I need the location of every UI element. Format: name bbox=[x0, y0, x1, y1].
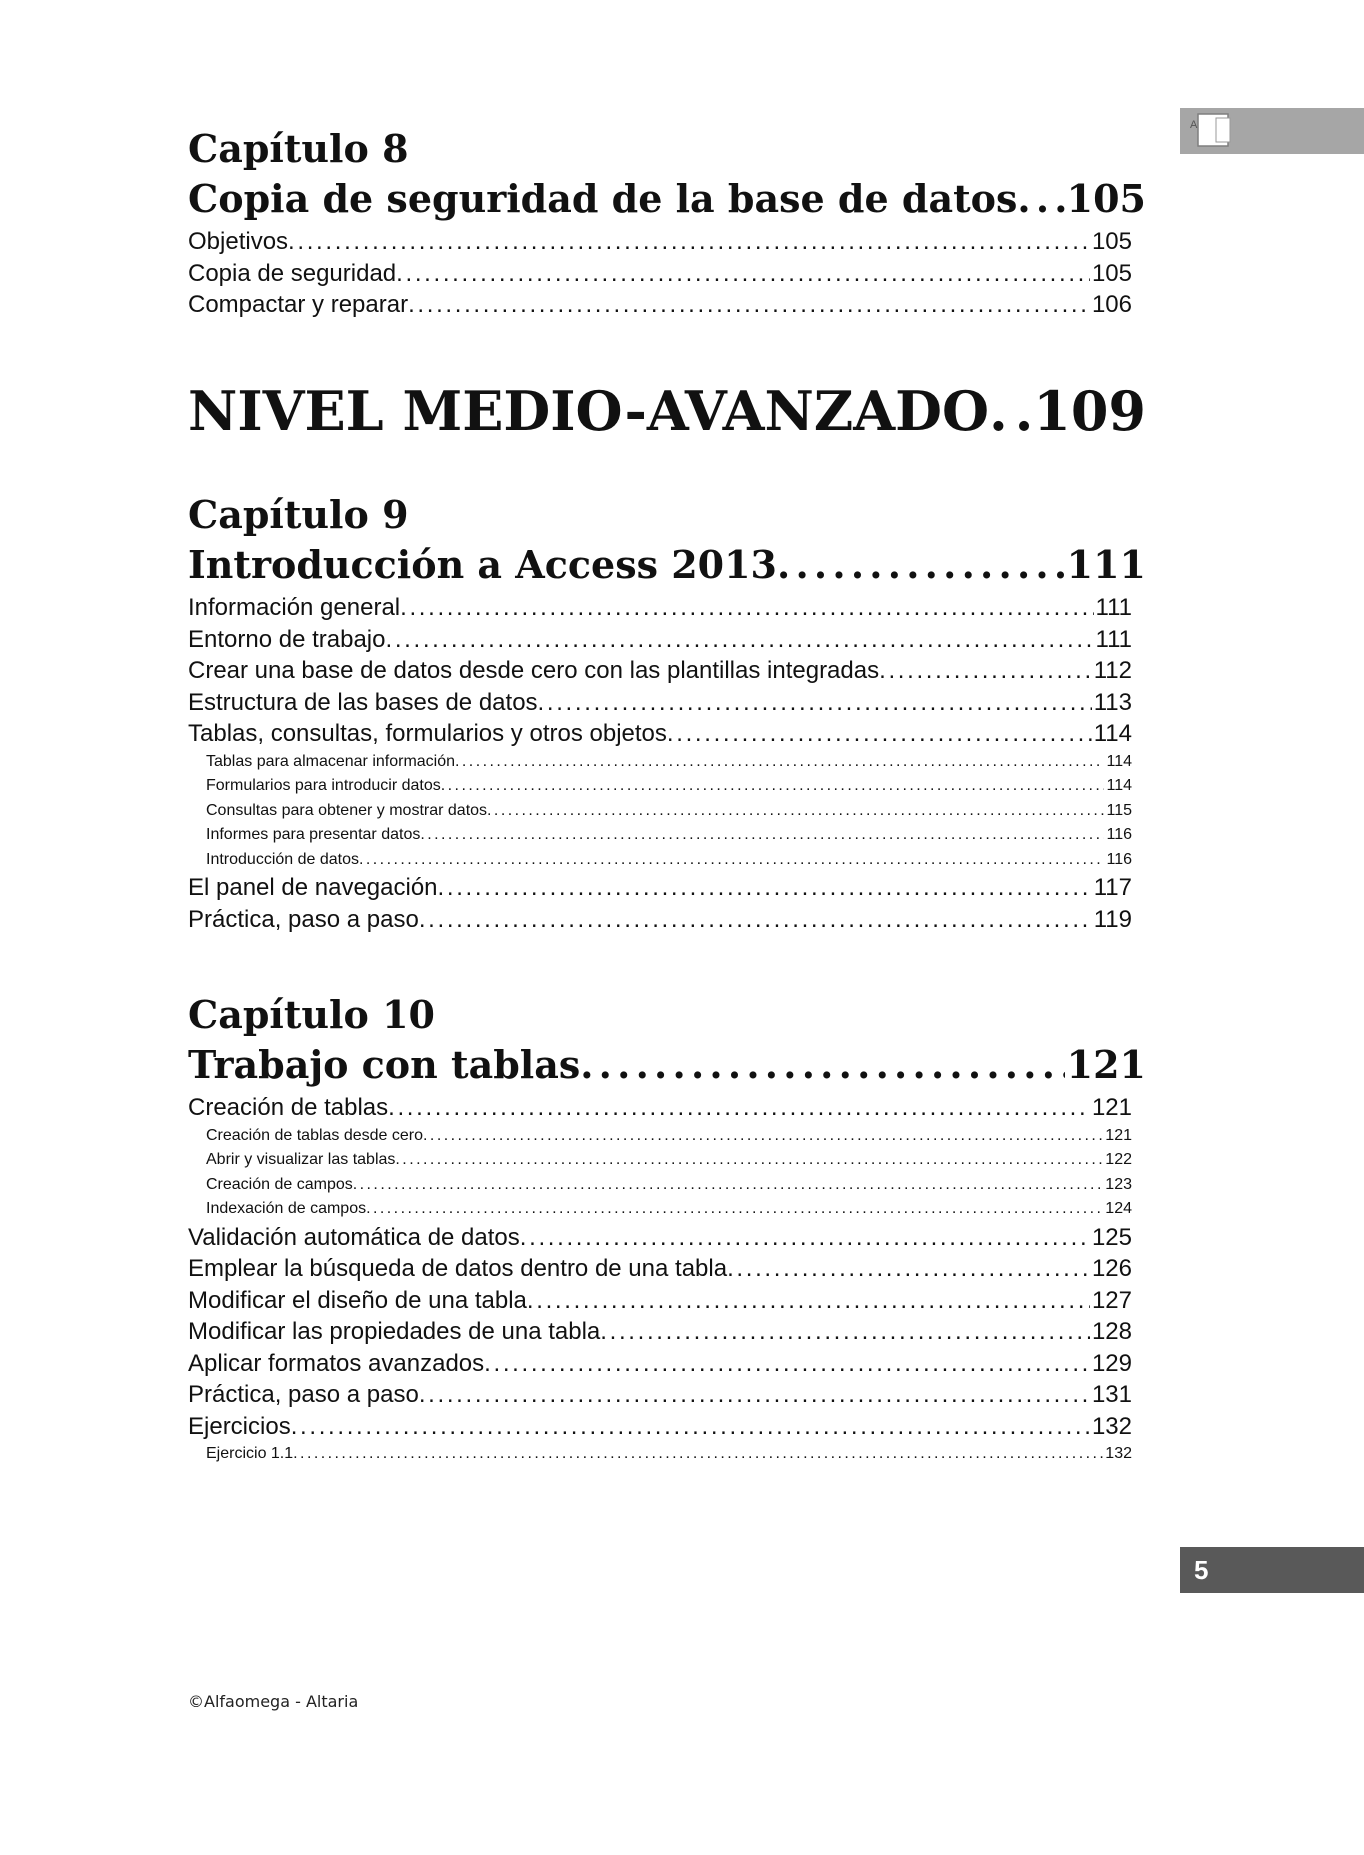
toc-subentry[interactable] bbox=[188, 823, 1146, 848]
entry-text: Modificar el diseño de una tabla bbox=[188, 1286, 527, 1314]
leader-dots bbox=[879, 655, 1092, 687]
leader-dots bbox=[408, 289, 1090, 321]
chapter-side-tab bbox=[1180, 108, 1364, 154]
page-ref: 132 bbox=[1091, 1412, 1132, 1440]
toc-entry[interactable] bbox=[188, 1348, 1146, 1380]
toc-entry[interactable] bbox=[188, 592, 1146, 624]
leader-dots bbox=[538, 687, 1092, 719]
chapter-title: Trabajo con tablas bbox=[188, 1042, 581, 1087]
toc-entry[interactable] bbox=[188, 226, 1146, 258]
leader-dots bbox=[667, 718, 1092, 750]
leader-dots bbox=[989, 378, 1031, 444]
leader-dots bbox=[727, 1253, 1090, 1285]
page-ref: 114 bbox=[1093, 720, 1132, 747]
entry-text: Indexación de campos bbox=[206, 1200, 367, 1217]
page-ref: 115 bbox=[1106, 801, 1132, 819]
entry-text: Introducción de datos bbox=[206, 850, 359, 868]
chapter-8-block bbox=[188, 124, 1146, 321]
entry-text: Aplicar formatos avanzados bbox=[188, 1349, 485, 1377]
chapter-label: Capítulo 8 bbox=[188, 126, 409, 171]
entry-text: Copia de seguridad bbox=[188, 259, 397, 287]
page-ref: 105 bbox=[1066, 176, 1146, 221]
page-ref: 116 bbox=[1106, 826, 1132, 843]
leader-dots bbox=[527, 1285, 1090, 1317]
chapter-title-row[interactable] bbox=[188, 1040, 1146, 1090]
leader-dots bbox=[288, 226, 1090, 258]
leader-dots bbox=[520, 1222, 1090, 1254]
page-ref: 124 bbox=[1105, 1200, 1132, 1217]
entry-text: Creación de campos bbox=[206, 1175, 353, 1193]
leader-dots bbox=[484, 1348, 1090, 1380]
access-app-icon bbox=[1194, 110, 1234, 150]
leader-dots bbox=[1017, 174, 1064, 224]
entry-text: Tablas para almacenar información bbox=[206, 752, 456, 770]
level-block bbox=[188, 378, 1146, 444]
toc-subentry[interactable] bbox=[188, 1442, 1146, 1467]
toc-subentry[interactable] bbox=[188, 799, 1146, 824]
chapter-title-row[interactable] bbox=[188, 174, 1146, 224]
toc-entry[interactable] bbox=[188, 1379, 1146, 1411]
chapter-10-block bbox=[188, 990, 1146, 1467]
entry-text: Tablas, consultas, formularios y otros objetos bbox=[188, 720, 667, 747]
toc-subentry[interactable] bbox=[188, 848, 1146, 873]
leader-dots bbox=[487, 799, 1104, 824]
toc-entry[interactable] bbox=[188, 1253, 1146, 1285]
leader-dots bbox=[385, 624, 1093, 656]
chapter-title-row[interactable] bbox=[188, 540, 1146, 590]
leader-dots bbox=[293, 1442, 1103, 1467]
leader-dots bbox=[441, 774, 1105, 799]
toc-subentry[interactable] bbox=[188, 1197, 1146, 1222]
page-ref: 127 bbox=[1091, 1286, 1132, 1314]
page-ref: 121 bbox=[1066, 1042, 1146, 1087]
toc-subentry[interactable] bbox=[188, 774, 1146, 799]
entry-text: Crear una base de datos desde cero con las plantillas integradas bbox=[188, 657, 880, 684]
page-ref: 125 bbox=[1091, 1223, 1132, 1251]
leader-dots bbox=[423, 1124, 1103, 1149]
chapter-title: Copia de seguridad de la base de datos bbox=[188, 176, 1018, 221]
leader-dots bbox=[600, 1316, 1090, 1348]
page-ref: 121 bbox=[1105, 1126, 1132, 1144]
toc-subentry[interactable] bbox=[188, 1148, 1146, 1173]
leader-dots bbox=[419, 1379, 1090, 1411]
chapter-label: Capítulo 9 bbox=[188, 492, 409, 537]
chapter-9-block bbox=[188, 490, 1146, 935]
leader-dots bbox=[777, 540, 1065, 590]
page-ref: 116 bbox=[1106, 850, 1132, 868]
entry-text: Abrir y visualizar las tablas bbox=[206, 1151, 396, 1168]
toc-entry[interactable] bbox=[188, 1222, 1146, 1254]
entry-text: Objetivos bbox=[188, 228, 289, 255]
level-heading: NIVEL MEDIO-AVANZADO bbox=[188, 379, 990, 443]
chapter-label: Capítulo 10 bbox=[188, 992, 435, 1037]
entry-text: Estructura de las bases de datos bbox=[188, 688, 538, 716]
leader-dots bbox=[419, 904, 1092, 936]
leader-dots bbox=[396, 258, 1090, 290]
entry-text: Consultas para obtener y mostrar datos bbox=[206, 801, 488, 819]
page-number-tab bbox=[1180, 1547, 1364, 1593]
toc-entry[interactable] bbox=[188, 904, 1146, 936]
toc-subentry[interactable] bbox=[188, 1124, 1146, 1149]
leader-dots bbox=[388, 1092, 1090, 1124]
page-ref: 121 bbox=[1091, 1094, 1132, 1121]
publisher-footer: ©Alfaomega - Altaria bbox=[188, 1692, 359, 1711]
entry-text: Formularios para introducir datos bbox=[206, 777, 441, 794]
level-heading-row[interactable] bbox=[188, 378, 1146, 444]
toc-entry[interactable] bbox=[188, 258, 1146, 290]
page-ref: 128 bbox=[1091, 1318, 1132, 1345]
page-ref: 119 bbox=[1093, 905, 1132, 933]
page-ref: 117 bbox=[1093, 874, 1132, 901]
page-ref: 111 bbox=[1066, 542, 1146, 587]
leader-dots bbox=[580, 1040, 1064, 1090]
toc-entry[interactable] bbox=[188, 655, 1146, 687]
page-ref: 131 bbox=[1091, 1381, 1132, 1408]
toc-entry[interactable] bbox=[188, 1411, 1146, 1443]
entry-text: Modificar las propiedades de una tabla bbox=[188, 1318, 601, 1345]
page-ref: 114 bbox=[1106, 777, 1132, 794]
toc-entry[interactable] bbox=[188, 624, 1146, 656]
toc-entry[interactable] bbox=[188, 1285, 1146, 1317]
leader-dots bbox=[359, 848, 1104, 873]
page-ref: 111 bbox=[1095, 625, 1132, 653]
toc-entry[interactable] bbox=[188, 718, 1146, 750]
entry-text: Creación de tablas desde cero bbox=[206, 1126, 424, 1144]
leader-dots bbox=[366, 1197, 1103, 1222]
page-ref: 112 bbox=[1093, 657, 1132, 684]
page-ref: 132 bbox=[1105, 1445, 1132, 1462]
leader-dots bbox=[400, 592, 1093, 624]
page-ref: 106 bbox=[1091, 291, 1132, 318]
toc-entry[interactable] bbox=[188, 872, 1146, 904]
entry-text: Ejercicio 1.1 bbox=[206, 1445, 294, 1462]
leader-dots bbox=[420, 823, 1104, 848]
toc-entry[interactable] bbox=[188, 687, 1146, 719]
entry-text: Validación automática de datos bbox=[188, 1223, 520, 1251]
toc-entry[interactable] bbox=[188, 1092, 1146, 1124]
page-ref: 114 bbox=[1106, 752, 1132, 770]
entry-text: Entorno de trabajo bbox=[188, 625, 386, 653]
toc-subentry[interactable] bbox=[188, 750, 1146, 775]
entry-text: Información general bbox=[188, 594, 401, 621]
page-ref: 129 bbox=[1091, 1349, 1132, 1377]
page-ref: 105 bbox=[1091, 259, 1132, 287]
page-ref: 113 bbox=[1093, 688, 1132, 716]
leader-dots bbox=[395, 1148, 1103, 1173]
page-ref: 105 bbox=[1091, 228, 1132, 255]
chapter-title: Introducción a Access 2013 bbox=[188, 542, 777, 587]
toc-entry[interactable] bbox=[188, 289, 1146, 321]
toc-entry[interactable] bbox=[188, 1316, 1146, 1348]
entry-text: Compactar y reparar bbox=[188, 291, 409, 318]
leader-dots bbox=[455, 750, 1104, 775]
entry-text: El panel de navegación bbox=[188, 874, 438, 901]
app-icon-letter: A bbox=[1190, 119, 1198, 131]
page-ref: 126 bbox=[1091, 1255, 1132, 1282]
entry-text: Práctica, paso a paso bbox=[188, 905, 419, 933]
entry-text: Creación de tablas bbox=[188, 1094, 389, 1121]
leader-dots bbox=[353, 1173, 1104, 1198]
leader-dots bbox=[438, 872, 1092, 904]
page-number: 5 bbox=[1194, 1555, 1209, 1585]
page-ref: 122 bbox=[1105, 1151, 1132, 1168]
page-ref: 111 bbox=[1095, 594, 1132, 621]
entry-text: Informes para presentar datos bbox=[206, 826, 421, 843]
page-ref: 123 bbox=[1105, 1175, 1132, 1193]
entry-text: Emplear la búsqueda de datos dentro de una tabla bbox=[188, 1255, 728, 1282]
toc-subentry[interactable] bbox=[188, 1173, 1146, 1198]
entry-text: Práctica, paso a paso bbox=[188, 1381, 419, 1408]
page-ref: 109 bbox=[1033, 379, 1146, 443]
entry-text: Ejercicios bbox=[188, 1412, 291, 1440]
leader-dots bbox=[291, 1411, 1090, 1443]
